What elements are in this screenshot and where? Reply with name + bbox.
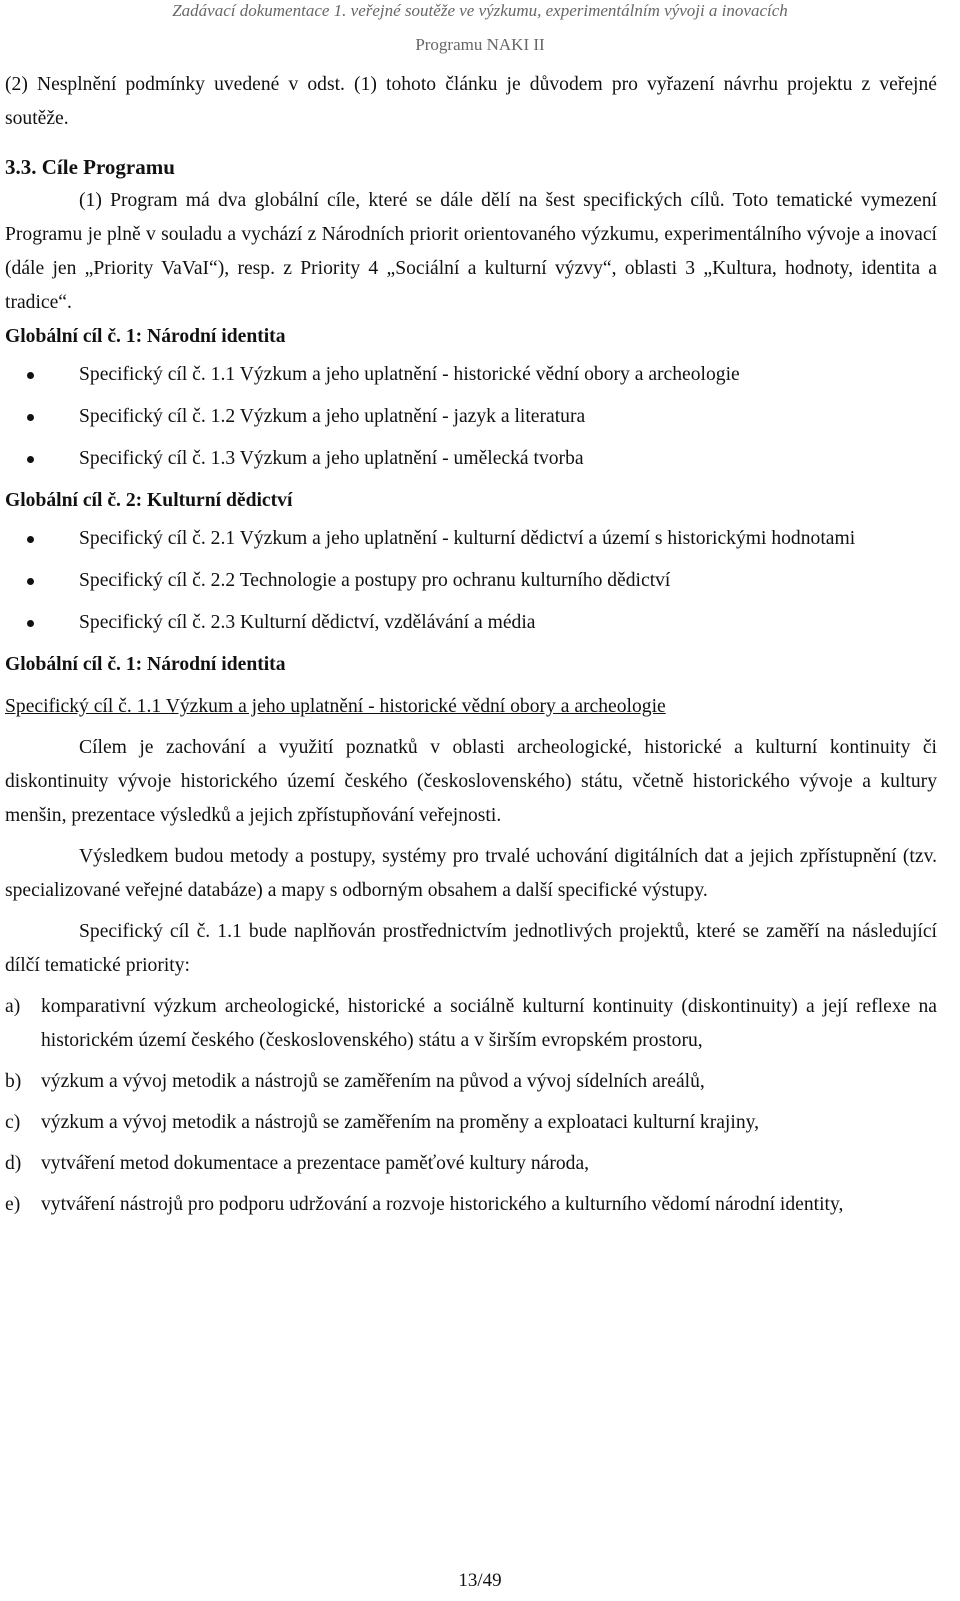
list-item: [5, 1147, 937, 1181]
list-item-text: Specifický cíl č. 1.3 Výzkum a jeho uplatnění - umělecká tvorba: [79, 448, 584, 469]
global-goal-title: Globální cíl č. 1: Národní identita: [5, 326, 286, 347]
list-item-text: komparativní výzkum archeologické, historické a sociálně kulturní kontinuity (diskontinuity) a její reflexe na historickém území českého (československého) státu a v širším evropském prostoru,: [41, 996, 937, 1051]
list-marker: d): [5, 1153, 22, 1174]
list-item: [5, 522, 937, 556]
detail-goal-title: Globální cíl č. 1: Národní identita: [5, 654, 286, 675]
bullet-icon: [27, 456, 34, 463]
page-content: [5, 68, 937, 1229]
bullet-icon: [27, 620, 34, 627]
bullet-icon: [27, 536, 34, 543]
list-item-text: výzkum a vývoj metodik a nástrojů se zaměřením na proměny a exploataci kulturní krajiny,: [41, 1112, 760, 1133]
list-item-text: vytváření metod dokumentace a prezentace paměťové kultury národa,: [41, 1153, 590, 1174]
list-item: [5, 358, 937, 392]
section-paragraph: (1) Program má dva globální cíle, které se dále dělí na šest specifických cílů. Toto tematické vymezení Programu je plně v souladu a vychází z Národních priorit orientovaného výzkumu, experimentálního vývoje a inovací (dále jen „Priority VaVaI“), resp. z Priority 4 „Sociální a kulturní výzvy“, oblasti 3 „Kultura, hodnoty, identita a tradice“.: [5, 190, 937, 313]
list-item: [5, 400, 937, 434]
priorities-list: [5, 990, 937, 1222]
global-goal-title: Globální cíl č. 2: Kulturní dědictví: [5, 490, 293, 511]
list-item: [5, 606, 937, 640]
list-item: [5, 1065, 937, 1099]
list-item-text: vytváření nástrojů pro podporu udržování a rozvoje historického a kulturního vědomí národní identity,: [41, 1194, 844, 1215]
list-item: [5, 442, 937, 476]
list-item-text: Specifický cíl č. 2.3 Kulturní dědictví, vzdělávání a média: [79, 612, 536, 633]
list-marker: c): [5, 1112, 21, 1133]
detail-paragraph: Cílem je zachování a využití poznatků v oblasti archeologické, historické a kulturní kontinuity či diskontinuity vývoje historického území českého (československého) státu, včetně historického vývoje a kultury menšin, prezentace výsledků a jejich zpřístupňování veřejnosti.: [5, 737, 937, 826]
detail-paragraph: Výsledkem budou metody a postupy, systémy pro trvalé uchování digitálních dat a jejich zpřístupnění (tzv. specializované veřejné databáze) a mapy s odborným obsahem a další specifické výstupy.: [5, 846, 937, 901]
list-item-text: Specifický cíl č. 1.2 Výzkum a jeho uplatnění - jazyk a literatura: [79, 406, 586, 427]
section-title: 3.3. Cíle Programu: [5, 155, 175, 179]
bullet-icon: [27, 372, 34, 379]
list-item-text: výzkum a vývoj metodik a nástrojů se zaměřením na původ a vývoj sídelních areálů,: [41, 1071, 705, 1092]
page-number: 13/49: [458, 1570, 502, 1591]
bullet-icon: [27, 414, 34, 421]
header-title: Zadávací dokumentace 1. veřejné soutěže ve výzkumu, experimentálním vývoji a inovacích: [172, 1, 788, 20]
detail-paragraph: Specifický cíl č. 1.1 bude naplňován prostřednictvím jednotlivých projektů, které se zaměří na následující dílčí tematické priority:: [5, 921, 937, 976]
bullet-icon: [27, 578, 34, 585]
list-marker: b): [5, 1071, 22, 1092]
detail-specific-title: Specifický cíl č. 1.1 Výzkum a jeho uplatnění - historické vědní obory a archeologie: [5, 696, 666, 717]
specific-goals-list: [5, 522, 937, 640]
list-item: [5, 1188, 937, 1222]
list-marker: e): [5, 1194, 21, 1215]
list-item: [5, 1106, 937, 1140]
intro-paragraph: (2) Nesplnění podmínky uvedené v odst. (1) tohoto článku je důvodem pro vyřazení návrhu projektu z veřejné soutěže.: [5, 74, 937, 129]
list-item-text: Specifický cíl č. 1.1 Výzkum a jeho uplatnění - historické vědní obory a archeologie: [79, 364, 740, 385]
list-item-text: Specifický cíl č. 2.1 Výzkum a jeho uplatnění - kulturní dědictví a území s historickými hodnotami: [79, 528, 856, 549]
list-marker: a): [5, 996, 21, 1017]
list-item: [5, 564, 937, 598]
specific-goals-list: [5, 358, 937, 476]
list-item: [5, 990, 937, 1058]
list-item-text: Specifický cíl č. 2.2 Technologie a postupy pro ochranu kulturního dědictví: [79, 570, 671, 591]
header-subtitle: Programu NAKI II: [415, 35, 545, 54]
